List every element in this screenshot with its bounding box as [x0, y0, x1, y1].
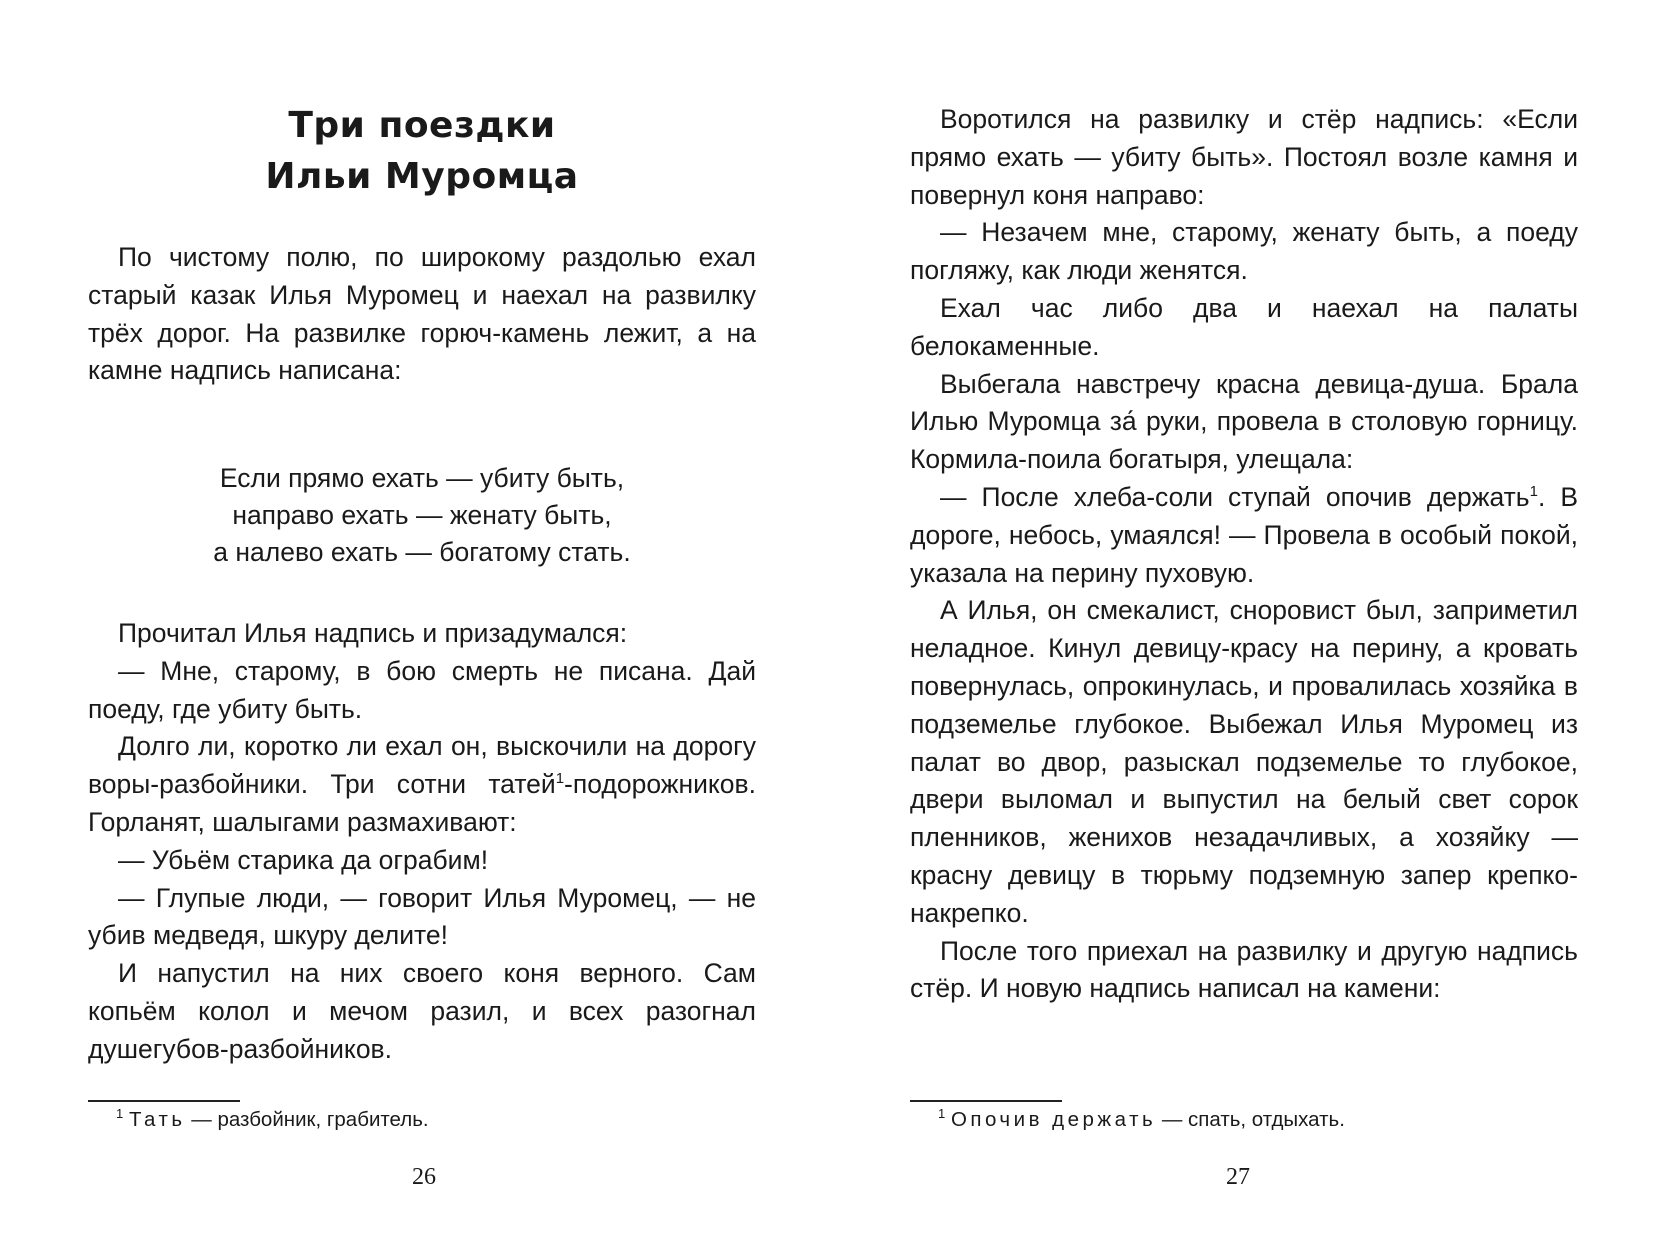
poem-line: направо ехать — женату быть, [232, 500, 612, 530]
left-intro [88, 239, 756, 390]
footnote-mark: 1 [938, 1106, 946, 1122]
footnote-rule [88, 1100, 240, 1102]
paragraph-text: руки, провела в столовую горницу. Кормила-поила богатыря, улещала: [910, 406, 1578, 475]
paragraph: После того приехал на развилку и другую надпись стёр. И новую надпись написал на камени: [910, 935, 1578, 1004]
paragraph: По чистому полю, по широкому раздолью ехал старый казак Илья Муромец и наехал на развилку трёх дорог. На развилке горюч-камень лежит, а на камне надпись написана: [88, 242, 756, 386]
right-page [910, 0, 1578, 1241]
paragraph-text: -подорожников. Горланят, шалыгами размахивают: [88, 769, 756, 837]
story-title [88, 100, 756, 202]
left-body [88, 615, 756, 1069]
paragraph: Воротился на развилку и стёр надпись: «Если прямо ехать — убиту быть». Постоял возле камня и повернул коня направо: [910, 104, 1578, 210]
footnote-ref: 1 [1529, 483, 1538, 501]
title-line-1: Три поездки [288, 105, 556, 146]
paragraph: Ехал час либо два и наехал на палаты белокаменные. [910, 292, 1578, 361]
footnote-term: Опочив держать [950, 1108, 1157, 1131]
footnote-term: Тать [128, 1108, 186, 1131]
paragraph: — Убьём старика да ограбим! [118, 844, 489, 875]
paragraph [910, 366, 1578, 479]
paragraph: А Илья, он смекалист, сноровист был, заприметил неладное. Кинул девицу-красу на перину, а кровать повернулась, опрокинулась, и провалилась хозяйка в подземелье глубокое. Выбежал Илья Муромец из палат во двор, разыскал подземелье то глубокое, двери выломал и выпустил на белый свет сорок пленников, женихов незадачливых, а хозяйку — красну девицу в тюрьму подземную запер крепко-накрепко. [910, 595, 1578, 928]
page-number: 26 [412, 1164, 436, 1190]
footnote-rule [910, 1100, 1062, 1102]
paragraph-text: Выбегала навстречу красна девица-душа. Брала Илью Муромца [910, 368, 1578, 437]
page-number: 27 [1226, 1164, 1250, 1190]
footnote [938, 1107, 1345, 1133]
poem-line: Если прямо ехать — убиту быть, [219, 463, 625, 493]
footnote-text: — спать, отдыхать. [1156, 1108, 1345, 1131]
footnote-mark: 1 [116, 1106, 124, 1122]
left-page [88, 0, 756, 1241]
stone-inscription [88, 460, 756, 571]
right-body [910, 101, 1578, 1008]
footnote-ref: 1 [555, 770, 565, 788]
paragraph: Прочитал Илья надпись и призадумался: [118, 618, 628, 648]
paragraph: И напустил на них своего коня верного. Сам копьём колол и мечом разил, и всех разогнал душегубов-разбойников. [88, 958, 756, 1064]
poem-line: а налево ехать — богатому стать. [213, 537, 631, 567]
footnote-text: — разбойник, грабитель. [185, 1108, 429, 1131]
stressed-word: за́ [1109, 406, 1137, 437]
paragraph: — Незачем мне, старому, женату быть, а поеду погляжу, как люди женятся. [910, 217, 1578, 286]
paragraph-text: . В дороге, небось, умаялся! — Провела в особый покой, указала на перину пуховую. [910, 481, 1578, 588]
paragraph: — Мне, старому, в бою смерть не писана. Дай поеду, где убиту быть. [88, 655, 756, 724]
paragraph-text: — После хлеба-соли ступай опочив держать [940, 481, 1530, 512]
paragraph [910, 479, 1578, 592]
paragraph [88, 728, 756, 841]
paragraph: — Глупые люди, — говорит Илья Муромец, — не убив медведя, шкуру делите! [88, 882, 756, 951]
title-line-2: Ильи Муромца [265, 156, 579, 197]
footnote [116, 1107, 429, 1133]
paragraph-text: Долго ли, коротко ли ехал он, выскочили на дорогу воры-разбойники. Три сотни татей [88, 731, 756, 800]
